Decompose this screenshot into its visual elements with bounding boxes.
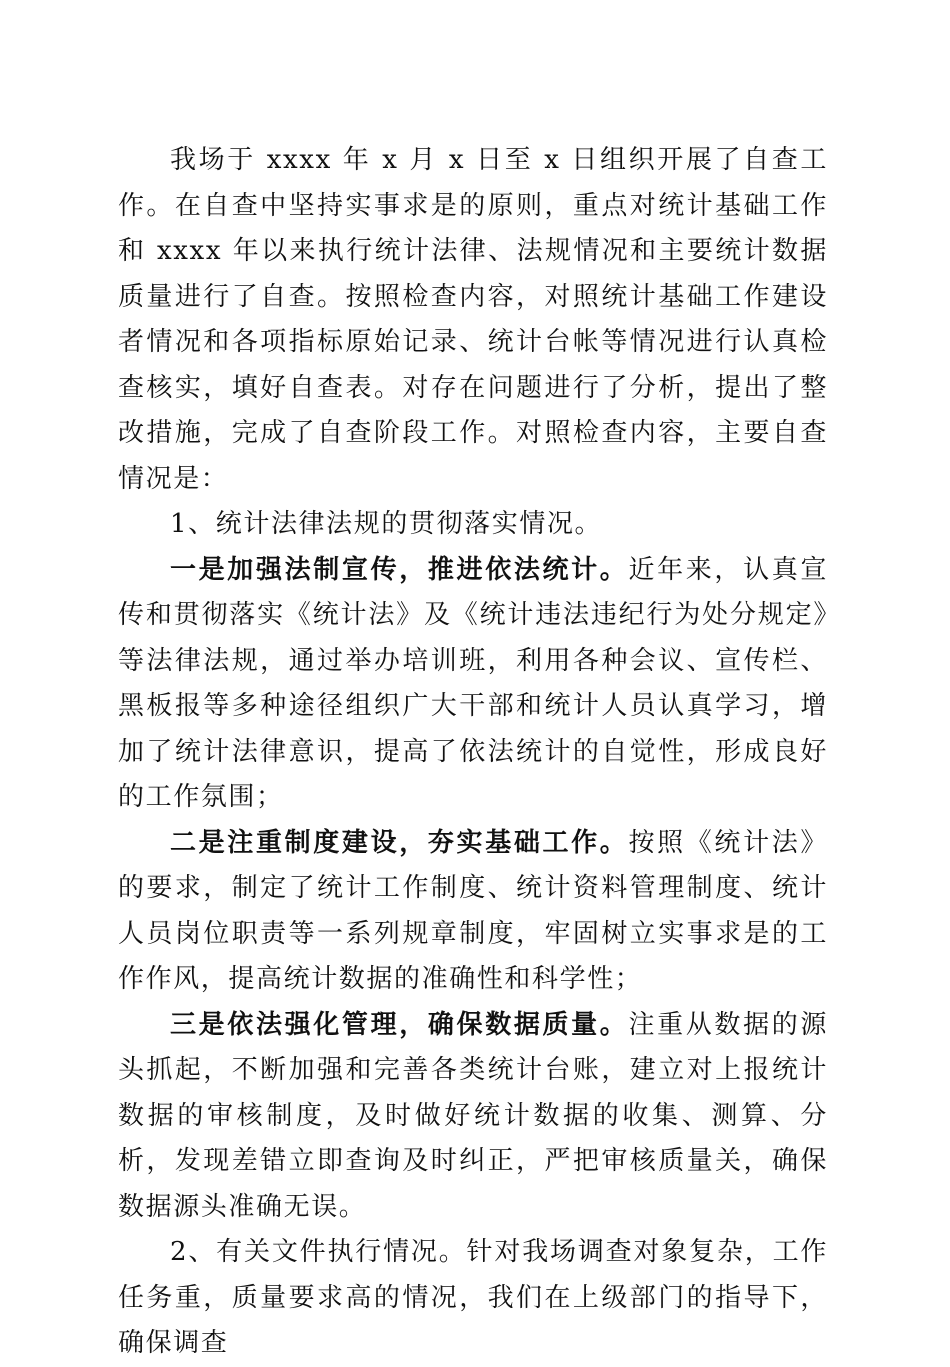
paragraph-item-3-text: 注重从数据的源头抓起，不断加强和完善各类统计台账，建立对上报统计数据的审核制度，及时做好统计数据的收集、测算、分析，发现差错立即查询及时纠正，严把审核质量关，确保数据源头准确无误。 [118,1009,828,1222]
paragraph-intro [118,138,828,502]
section-heading-1-text: 1、统计法律法规的贯彻落实情况。 [170,509,603,539]
paragraph-item-3-lead: 三是依法强化管理，确保数据质量。 [170,1009,629,1040]
paragraph-item-2-lead: 二是注重制度建设，夯实基础工作。 [170,827,629,858]
document-body [118,138,828,1367]
paragraph-item-1-lead: 一是加强法制宣传，推进依法统计。 [170,554,629,585]
section-heading-1 [118,502,828,548]
paragraph-item-2-text: 按照《统计法》的要求，制定了统计工作制度、统计资料管理制度、统计人员岗位职责等一系列规章制度，牢固树立实事求是的工作作风，提高统计数据的准确性和科学性； [118,827,828,994]
section-heading-2-text: 2、有关文件执行情况。针对我场调查对象复杂，工作任务重，质量要求高的情况，我们在上级部门的指导下，确保调查 [118,1237,828,1358]
paragraph-item-2 [118,821,828,1003]
paragraph-item-1-text: 近年来，认真宣传和贯彻落实《统计法》及《统计违法违纪行为处分规定》等法律法规，通过举办培训班，利用各种会议、宣传栏、黑板报等多种途径组织广大干部和统计人员认真学习，增加了统计法律意识，提高了依法统计的自觉性，形成良好的工作氛围； [118,554,828,812]
section-heading-2 [118,1230,828,1367]
paragraph-item-3 [118,1003,828,1231]
paragraph-intro-text: 我场于 xxxx 年 x 月 x 日至 x 日组织开展了自查工作。在自查中坚持实事求是的原则，重点对统计基础工作和 xxxx 年以来执行统计法律、法规情况和主要统计数据质量进行了自查。按照检查内容，对照统计基础工作建设者情况和各项指标原始记录、统计台帐等情况进行认真检查核实，填好自查表。对存在问题进行了分析，提出了整改措施，完成了自查阶段工作。对照检查内容，主要自查情况是： [118,145,828,494]
paragraph-item-1 [118,548,828,821]
